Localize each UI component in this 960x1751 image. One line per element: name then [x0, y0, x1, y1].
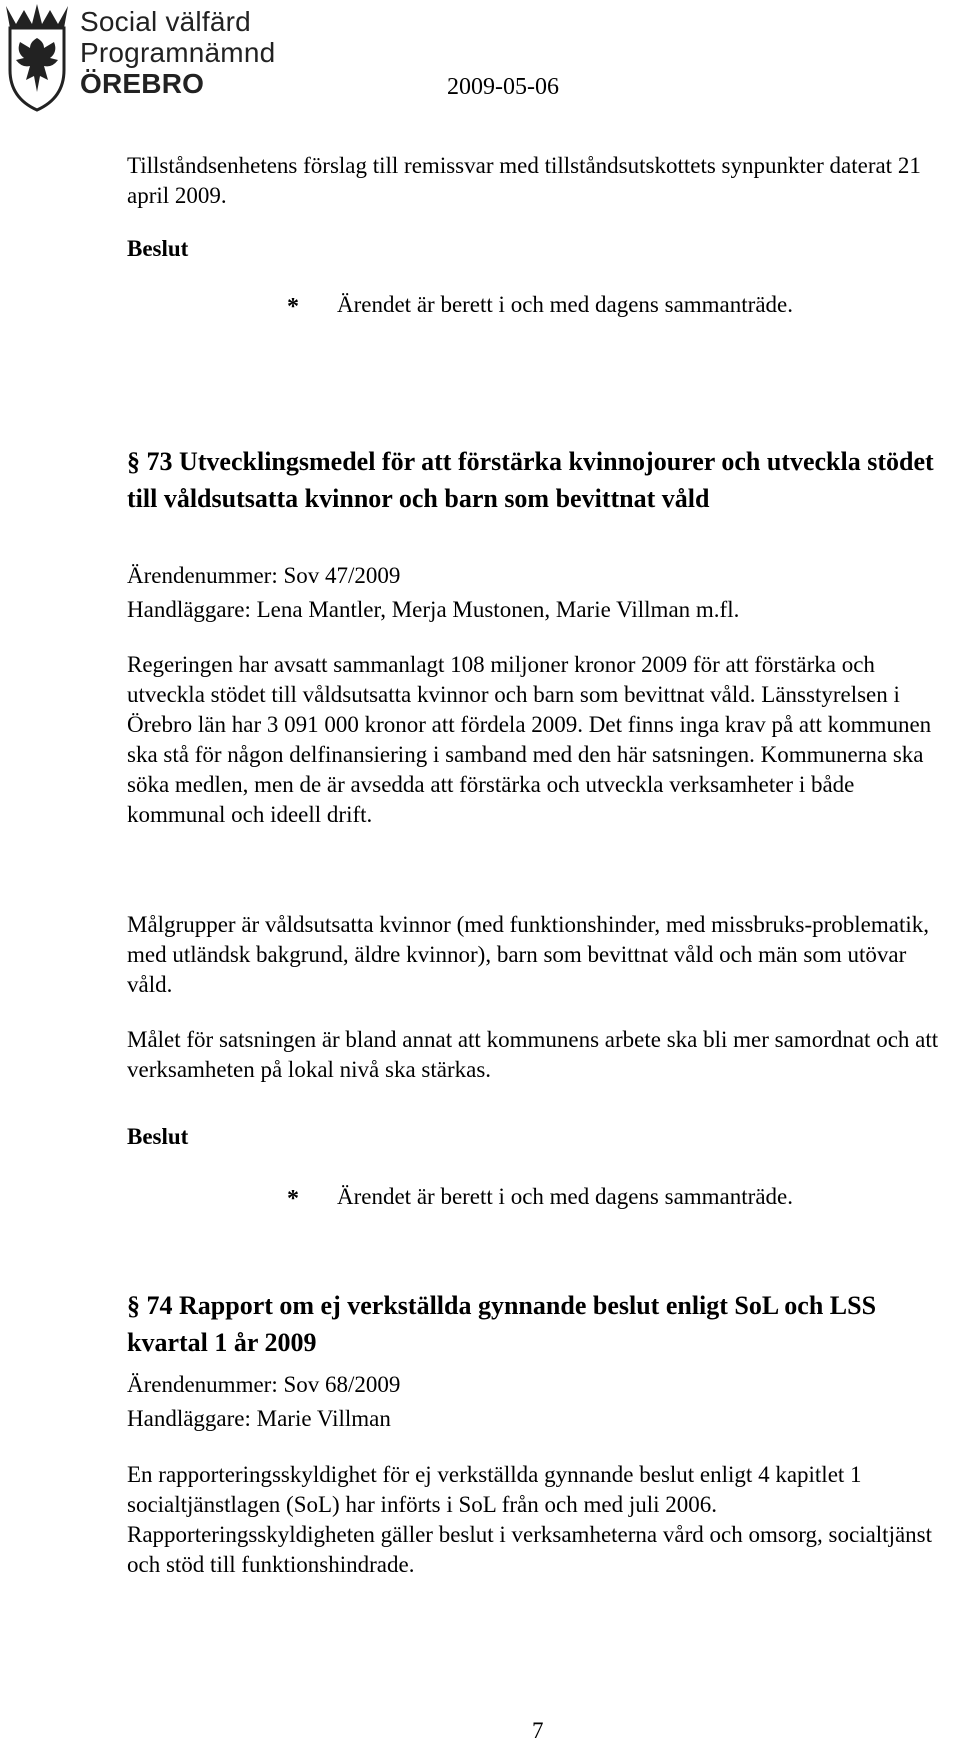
org-line-2: Programnämnd — [80, 37, 276, 68]
asterisk-bullet-2: * — [287, 1186, 299, 1212]
coat-of-arms-logo — [2, 0, 72, 112]
org-line-3: ÖREBRO — [80, 68, 205, 99]
section-73-case-number: Ärendenummer: Sov 47/2009 — [127, 563, 401, 588]
decision-text-2: Ärendet är berett i och med dagens sammanträde. — [337, 1184, 793, 1209]
section-73-title: § 73 Utvecklingsmedel för att förstärka kvinnojourer och utveckla stödet till våldsutsatta kvinnor och barn som bevittnat våld — [127, 447, 934, 513]
asterisk-bullet-1: * — [287, 294, 299, 320]
section-73-paragraph-1: Regeringen har avsatt sammanlagt 108 miljoner kronor 2009 för att förstärka och utveckla stödet till våldsutsatta kvinnor och barn som bevittnat våld. Länsstyrelsen i Örebro län har 3 091 000 kronor att fördela 2009. Det finns inga krav på att kommunen ska stå för någon delfinansiering i samband med den här satsningen. Kommunerna ska söka medlen, men de är avsedda att förstärka och utveckla verksamheter i både kommunal och ideell drift. — [127, 652, 932, 827]
section-73-paragraph-2: Målgrupper är våldsutsatta kvinnor (med funktionshinder, med missbruks-problematik, med utländsk bakgrund, äldre kvinnor), barn som bevittnat våld och män som utövar våld. — [127, 912, 930, 997]
organization-name — [80, 6, 275, 99]
section-74-title: § 74 Rapport om ej verkställda gynnande beslut enligt SoL och LSS kvartal 1 år 2009 — [127, 1291, 877, 1357]
section-73-handler: Handläggare: Lena Mantler, Merja Mustonen, Marie Villman m.fl. — [127, 597, 740, 622]
section-73-paragraph-3: Målet för satsningen är bland annat att kommunens arbete ska bli mer samordnat och att verksamheten på lokal nivå ska stärkas. — [127, 1027, 939, 1082]
section-74-paragraph-1: En rapporteringsskyldighet för ej verkställda gynnande beslut enligt 4 kapitlet 1 socialtjänstlagen (SoL) har införts i SoL från och med juli 2006. Rapporteringsskyldigheten gäller beslut i verksamheterna vård och omsorg, socialtjänst och stöd till funktionshindrade. — [127, 1462, 933, 1577]
page-number: 7 — [532, 1718, 544, 1743]
document-date: 2009-05-06 — [447, 74, 559, 100]
org-line-1: Social välfärd — [80, 6, 251, 37]
decision-text-1: Ärendet är berett i och med dagens sammanträde. — [337, 292, 793, 317]
beslut-heading-1: Beslut — [127, 236, 189, 261]
beslut-heading-2: Beslut — [127, 1124, 189, 1149]
section-74-handler: Handläggare: Marie Villman — [127, 1406, 391, 1431]
intro-text: Tillståndsenhetens förslag till remissvar med tillståndsutskottets synpunkter daterat 21 april 2009. — [127, 153, 921, 208]
section-74-case-number: Ärendenummer: Sov 68/2009 — [127, 1372, 401, 1397]
